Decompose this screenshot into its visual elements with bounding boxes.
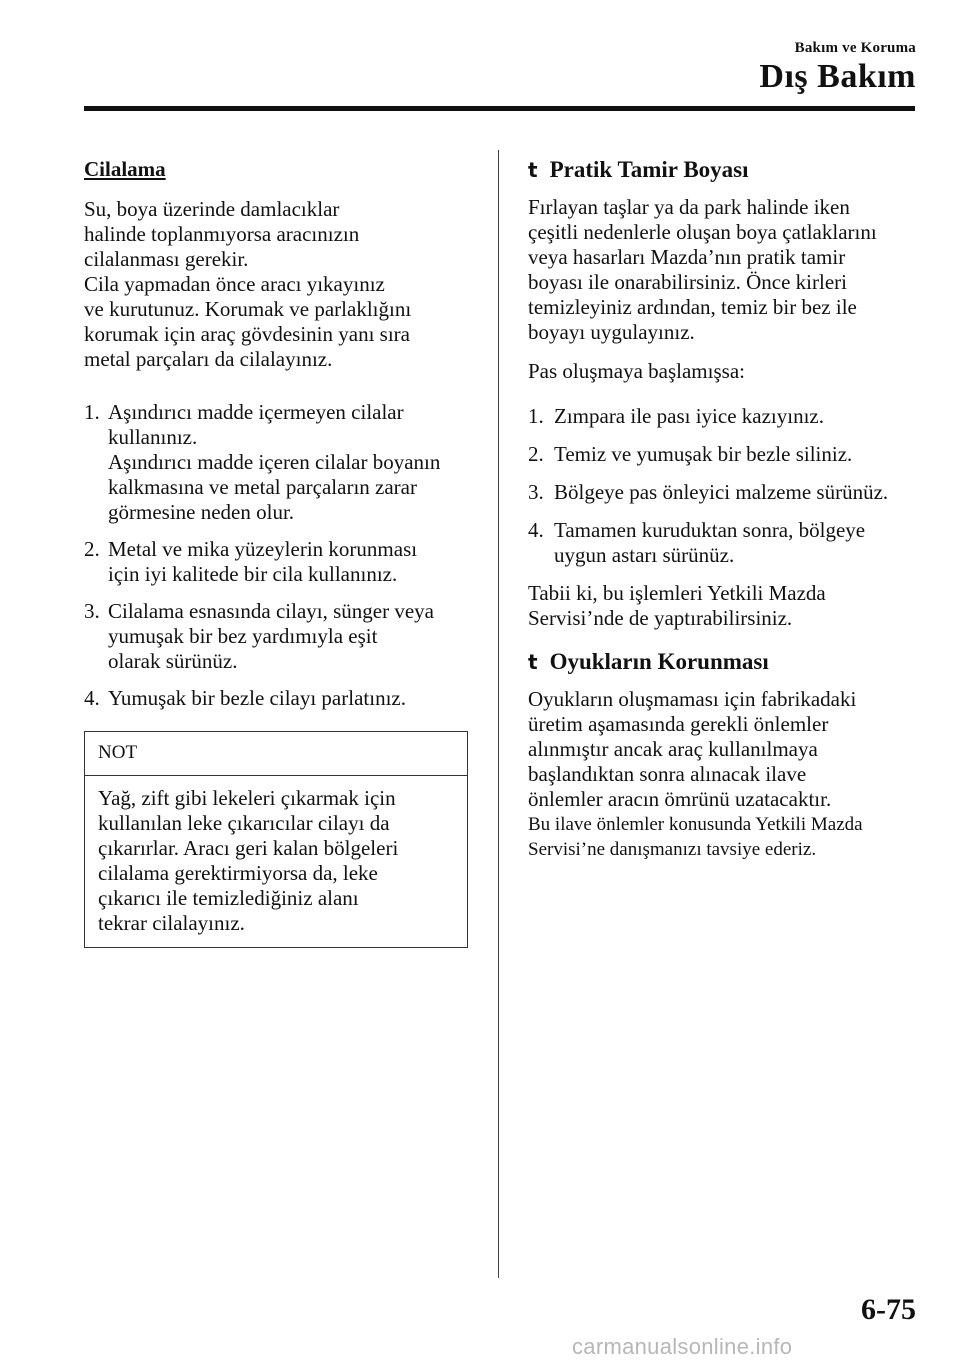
step-line: kullanınız. [108,425,198,449]
paragraph-line: Servisi’nde de yaptırabilirsiniz. [528,606,793,630]
step-line: Zımpara ile pası iyice kazıyınız. [554,404,824,428]
note-body [85,776,467,947]
heading-text: Pratik Tamir Boyası [549,157,749,182]
note-line: kullanılan leke çıkarıcılar cilayı da [98,811,390,835]
rust-intro: Pas oluşmaya başlamışsa: [528,359,745,383]
rust-steps [528,404,920,568]
intro-line: ve kurutunuz. Korumak ve parlaklığını [84,297,412,321]
step-line: Yumuşak bir bezle cilayı parlatınız. [108,686,406,710]
intro-line: cilalanması gerekir. [84,247,249,271]
note-line: cilalama gerektirmiyorsa da, leke [98,861,378,885]
paragraph-line: üretim aşamasında gerekli önlemler [528,712,829,736]
waxing-heading: Cilalama [84,157,166,181]
paragraph-line: Oyukların oluşmaması için fabrikadaki [528,687,857,711]
cavity-paragraph [528,687,920,862]
paragraph-line: başlandıktan sonra alınacak ilave [528,762,807,786]
list-item [528,404,920,429]
step-number: 3. [528,480,544,504]
intro-line: Su, boya üzerinde damlacıklar [84,197,340,221]
paragraph-line: Servisi’ne danışmanızı tavsiye ederiz. [528,839,817,860]
note-line: çıkarırlar. Aracı geri kalan bölgeleri [98,836,399,860]
list-item [84,599,476,674]
step-line: Metal ve mika yüzeylerin korunması [108,537,418,561]
paragraph-line: önlemler aracın ömrünü uzatacaktır. [528,787,832,811]
list-item [84,537,476,587]
watermark: carmanualsonline.info [572,1334,793,1359]
section-marker-icon: t [528,158,538,182]
step-number: 4. [528,518,544,542]
paragraph-line: temizleyiniz ardından, temiz bir bez ile [528,295,857,319]
intro-line: Cila yapmadan önce aracı yıkayınız [84,272,385,296]
step-number: 2. [84,537,100,561]
intro-line: korumak için araç gövdesinin yanı sıra [84,322,410,346]
touch-up-paragraph [528,195,920,345]
page-number: 6-75 [861,1293,916,1326]
note-line: Yağ, zift gibi lekeleri çıkarmak için [98,786,396,810]
step-line: Bölgeye pas önleyici malzeme sürünüz. [554,480,889,504]
step-number: 1. [528,404,544,428]
paragraph-line: Fırlayan taşlar ya da park halinde iken [528,195,850,219]
waxing-intro [84,197,476,372]
note-line: tekrar cilalayınız. [98,911,245,935]
list-item [528,442,920,467]
step-line: Cilalama esnasında cilayı, sünger veya [108,599,434,623]
step-number: 1. [84,400,100,424]
step-line: uygun astarı sürünüz. [554,543,735,567]
paragraph-line: veya hasarları Mazda’nın pratik tamir [528,245,846,269]
step-line: kalkmasına ve metal parçaların zarar [108,475,417,499]
intro-line: metal parçaları da cilalayınız. [84,347,333,371]
step-line: yumuşak bir bez yardımıyla eşit [108,624,378,648]
step-number: 4. [84,686,100,710]
page-title: Dış Bakım [759,58,916,95]
step-line: olarak sürünüz. [108,649,238,673]
step-line: Aşındırıcı madde içermeyen cilalar [108,400,404,424]
waxing-steps [84,400,476,711]
step-line: Temiz ve yumuşak bir bezle siliniz. [554,442,853,466]
step-line: görmesine neden olur. [108,500,295,524]
step-line: Tamamen kuruduktan sonra, bölgeye [554,518,866,542]
paragraph-line: boyası ile onarabilirsiniz. Önce kirleri [528,270,847,294]
section-marker-icon: t [528,650,538,674]
step-line: için iyi kalitede bir cila kullanınız. [108,562,398,586]
column-divider [498,150,499,1278]
note-box [84,731,468,948]
list-item [528,518,920,568]
intro-line: halinde toplanmıyorsa aracınızın [84,222,360,246]
paragraph-line: çeşitli nedenlerle oluşan boya çatlaklarını [528,220,877,244]
paragraph-line: boyayı uygulayınız. [528,320,695,344]
list-item [84,400,476,525]
heading-text: Oyukların Korunması [549,649,769,674]
header-rule [84,106,915,111]
list-item [528,480,920,505]
right-column [528,157,920,876]
step-line: Aşındırıcı madde içeren cilalar boyanın [108,450,441,474]
paragraph-line: alınmıştır ancak araç kullanılmaya [528,737,818,761]
note-title: NOT [85,732,467,776]
touch-up-paint-heading [528,157,920,183]
paragraph-line: Bu ilave önlemler konusunda Yetkili Mazda [528,814,863,835]
note-line: çıkarıcı ile temizlediğiniz alanı [98,886,359,910]
section-label: Bakım ve Koruma [794,40,916,56]
left-column [84,157,476,948]
cavity-protection-heading [528,649,920,675]
closing-paragraph [528,581,920,631]
paragraph-line: Tabii ki, bu işlemleri Yetkili Mazda [528,581,826,605]
step-number: 3. [84,599,100,623]
step-number: 2. [528,442,544,466]
list-item [84,686,476,711]
